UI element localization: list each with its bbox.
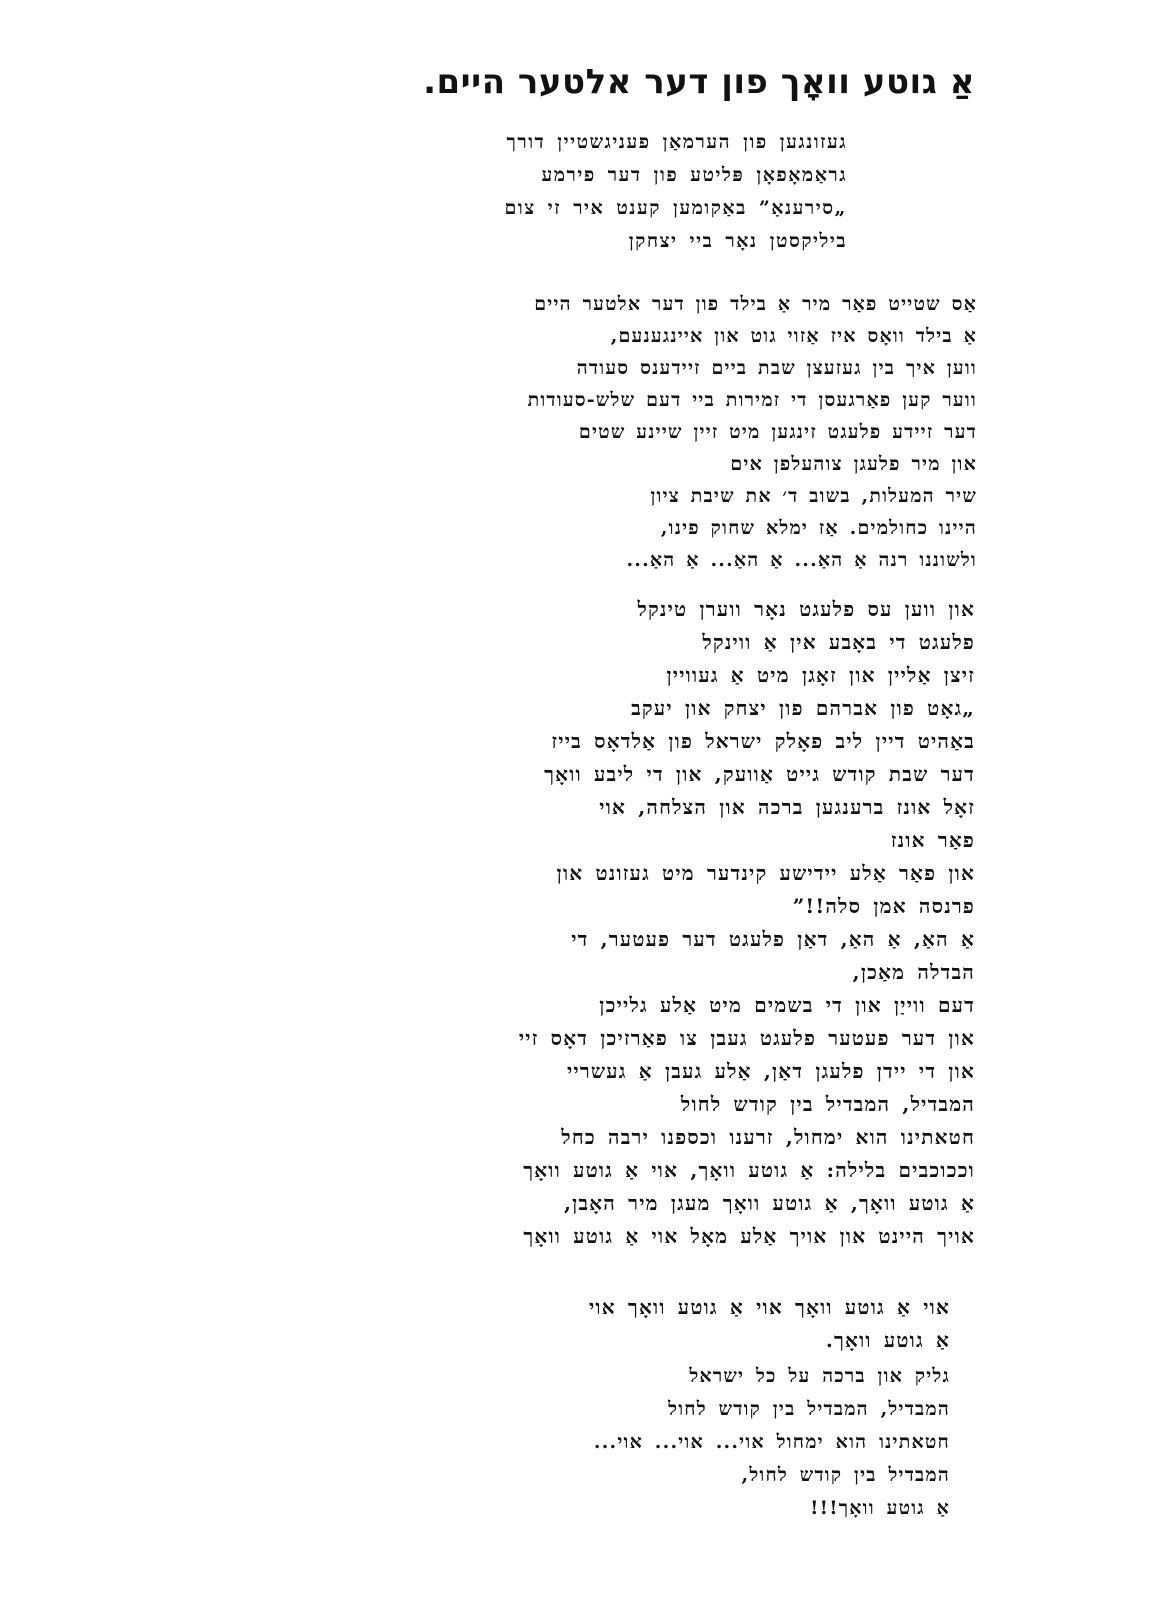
verse-line: אויך היינט און אויך אַלע מאָל אוי אַ גוטע וואָך (523, 1224, 975, 1248)
verse-line: אַ האַ, אַ האַ, דאַן פלעגט דער פעטער, די (571, 927, 975, 951)
verse-line: המבדיל, המבדיל בין קודש לחול (680, 1092, 975, 1116)
verse-line: חטאתינו הוא ימחול אוי... אוי... אוי... (593, 1431, 950, 1453)
verse-line: ווען איך בין געזעצן שבת ביים זיידענס סעודה (576, 357, 977, 379)
verse-line: היינו כחולמים. אַז ימלא שחוק פינו, (660, 517, 977, 539)
credits-line: „סירענאַ” באַקומען קענט איר זי צום (504, 197, 847, 219)
verse-line: הבדלה מאַכן, (852, 960, 975, 984)
verse-line: און מיר פלעגן צוהעלפן אים (730, 453, 977, 475)
verse-line: זאָל אונז ברענגען ברכה און הצלחה, אוי (599, 795, 975, 819)
verse-line: פאַר אונז (890, 828, 975, 852)
verse-line: וככוכבים בלילה: אַ גוטע וואָך, אוי אַ גוטע וואָך (523, 1158, 975, 1182)
verse-line: און פאַר אַלע יידישע קינדער מיט געזונט און (556, 861, 975, 885)
verse-line: אַ גוטע וואָך. (825, 1328, 950, 1352)
verse-third (390, 1291, 950, 1357)
credits-line: ביליקסטן נאָר ביי יצחקן (628, 230, 847, 252)
verse-line: אַ גוטע וואָך, אַ גוטע וואָך מעגן מיר האָבן, (563, 1191, 975, 1215)
verse-line: און די יידן פלעגן דאַן, אַלע געבן אַ געשריי (566, 1059, 975, 1083)
verse-line: און ווען עס פלעגט נאָר ווערן טינקל (637, 597, 975, 621)
verse-line: ולשוננו רנה אַ האַ... אַ האַ... אַ האַ... (626, 549, 977, 571)
credits-line: גראַמאָפאָן פּליטע פון דער פירמע (541, 164, 847, 186)
verse-line: אוי אַ גוטע וואָך אוי אַ גוטע וואָך אוי (588, 1295, 950, 1319)
verse-line: באַהיט דיין ליב פאָלק ישראל פון אַלדאָס בייז (551, 729, 975, 753)
song-title: אַ גוטע וואָך פון דער אלטער היים. (423, 62, 975, 102)
verse-first (420, 288, 977, 576)
verse-line: חטאתינו הוא ימחול, זרענו וכספנו ירבה כחל (561, 1125, 975, 1149)
verse-line: אַ גוטע וואָך!!! (810, 1497, 950, 1519)
verse-line: המבדיל בין קודש לחול, (741, 1464, 950, 1486)
credits-line: געזונגען פון הערמאַן פעניגשטיין דורך (506, 131, 847, 153)
verse-line: דער זיידע פלעגט זינגען מיט זיין שיינע שטים (578, 421, 977, 443)
verse-line: „גאָט פון אברהם פון יצחק און יעקב (631, 696, 975, 720)
verse-line: דער שבת קודש גייט אַוועק, און די ליבע וואָך (544, 762, 975, 786)
verse-fourth (390, 1360, 950, 1525)
verse-line: אַ בילד וואָס איז אַזוי גוט און איינגענעם, (610, 325, 977, 347)
verse-line: אַס שטייט פאַר מיר אַ בילד פון דער אלטער היים (534, 293, 977, 315)
verse-line: שיר המעלות, בשוב ד׳ את שיבת ציון (650, 485, 977, 507)
verse-line: און דער פעטער פלעגט געבן צו פאַרזיכן דאָס זיי (518, 1026, 975, 1050)
verse-line: פלעגט די באָבע אין אַ ווינקל (702, 630, 975, 654)
verse-line: זיצן אַליין און זאָגן מיט אַ געוויין (666, 663, 975, 687)
verse-line: גליק און ברכה על כל ישראל (689, 1365, 950, 1387)
verse-line: ווער קען פאַרגעסן די זמירות ביי דעם שלש-סעודות (527, 389, 977, 411)
verse-line: פרנסה אמן סלה!!” (792, 894, 975, 918)
verse-line: המבדיל, המבדיל בין קודש לחול (668, 1398, 950, 1420)
recording-credits (420, 126, 847, 258)
verse-second (420, 593, 975, 1253)
verse-line: דעם ווייַן און די בשמים מיט אַלע גלייכן (599, 993, 975, 1017)
